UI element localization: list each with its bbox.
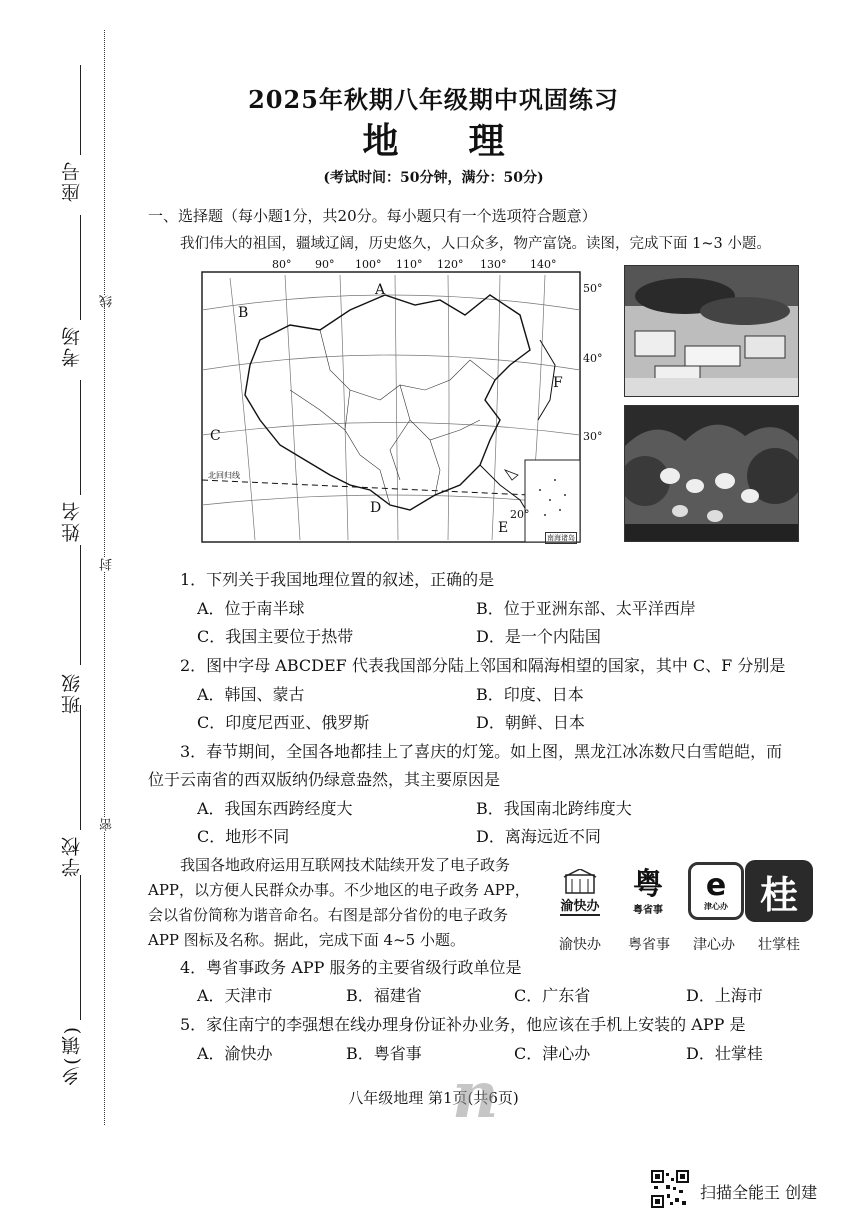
question-1-stem: 1．下列关于我国地理位置的叙述，正确的是	[180, 570, 495, 589]
question-2-option-a[interactable]: A．韩国、蒙古	[197, 685, 305, 704]
question-4-option-c[interactable]: C．广东省	[514, 986, 591, 1005]
lat-label: 40°	[583, 352, 603, 365]
map-letter-a: A	[375, 282, 386, 298]
question-4-stem: 4．粤省事政务 APP 服务的主要省级行政单位是	[180, 958, 522, 977]
lon-label: 80°	[272, 258, 292, 271]
school-underline	[80, 705, 81, 830]
passage-line: 我国各地政府运用互联网技术陆续开发了电子政务	[180, 856, 511, 874]
question-1-option-d[interactable]: D．是一个内陆国	[476, 627, 601, 646]
question-5-option-b[interactable]: B．粤省事	[346, 1044, 422, 1063]
question-5-option-c[interactable]: C．津心办	[514, 1044, 591, 1063]
seal-line-mark: 线	[100, 295, 115, 308]
exam-info: (考试时间：50分钟，满分：50分)	[323, 170, 544, 186]
passage-line: APP 图标及名称。据此，完成下面 4~5 小题。	[148, 931, 465, 949]
question-3-option-b[interactable]: B．我国南北跨纬度大	[476, 799, 632, 818]
map-letter-d: D	[370, 500, 382, 516]
question-4-option-b[interactable]: B．福建省	[346, 986, 422, 1005]
app-name-yueshengshi: 粤省事	[628, 937, 670, 953]
yukuaiban-icon-text: 渝快办	[560, 895, 599, 916]
photo-snowy-heilongjiang	[624, 265, 799, 397]
section-heading: 一、选择题（每小题1分，共20分。每小题只有一个选项符合题意）	[148, 207, 597, 225]
n-watermark-logo: n	[452, 1058, 499, 1133]
question-3-option-c[interactable]: C．地形不同	[197, 827, 290, 846]
question-2-option-c[interactable]: C．印度尼西亚、俄罗斯	[197, 713, 370, 732]
question-1-option-c[interactable]: C．我国主要位于热带	[197, 627, 354, 646]
exam-title: 2025年秋期八年级期中巩固练习	[248, 85, 619, 114]
lon-label: 90°	[315, 258, 335, 271]
lat-label: 30°	[583, 430, 603, 443]
passage-line: APP，以方便人民群众办事。不少地区的电子政务 APP，	[148, 881, 530, 899]
building-icon	[560, 869, 600, 895]
app-name-zhuangzhanggui: 壮掌桂	[758, 937, 800, 953]
map-letter-c: C	[210, 428, 221, 444]
app-name-yukuaiban: 渝快办	[559, 937, 601, 953]
map-letter-f: F	[553, 375, 563, 391]
town-label: 乡(镇)	[61, 1025, 83, 1086]
question-5-option-a[interactable]: A．渝快办	[197, 1044, 273, 1063]
yueshengshi-icon-text: 粤省事	[633, 904, 663, 916]
question-2-stem: 2．图中字母 ABCDEF 代表我国部分陆上邻国和隔海相望的国家，其中 C、F 分别是	[180, 656, 786, 675]
inset-label: 南海诸岛	[547, 534, 575, 542]
room-underline	[80, 215, 81, 320]
question-1-option-b[interactable]: B．位于亚洲东部、太平洋西岸	[476, 599, 696, 618]
question-4-option-a[interactable]: A．天津市	[197, 986, 273, 1005]
question-3-stem: 3．春节期间，全国各地都挂上了喜庆的灯笼。如上图，黑龙江冰冻数尺白雪皑皑，而	[180, 742, 783, 761]
map-letter-e: E	[498, 520, 509, 536]
yueshengshi-app-icon	[618, 862, 678, 922]
name-underline	[80, 380, 81, 495]
lon-label: 120°	[437, 258, 464, 271]
page-footer: 八年级地理 第1页(共6页)	[348, 1089, 519, 1107]
seal-feng-mark: 封	[100, 558, 115, 571]
scanner-watermark: 扫描全能王 创建	[700, 1183, 818, 1202]
qr-svg	[651, 1170, 689, 1208]
snow-photo-svg	[625, 266, 798, 396]
question-2-option-d[interactable]: D．朝鲜、日本	[476, 713, 585, 732]
room-label: 考场	[61, 325, 83, 367]
yue-glyph: 粤	[633, 866, 663, 902]
binding-dotted-line	[104, 30, 105, 1125]
lon-label: 140°	[530, 258, 557, 271]
lon-label: 100°	[355, 258, 382, 271]
name-label: 姓名	[61, 500, 83, 542]
map-svg	[200, 270, 595, 545]
jinxinban-app-icon	[688, 862, 744, 920]
photo-green-xishuangbanna	[624, 405, 799, 542]
gui-glyph: 桂	[759, 871, 798, 917]
zhuangzhanggui-app-icon	[745, 860, 813, 922]
lat-label: 50°	[583, 282, 603, 295]
question-3-stem-continued: 位于云南省的西双版纳仍绿意盎然，其主要原因是	[148, 770, 501, 789]
question-3-option-a[interactable]: A．我国东西跨经度大	[197, 799, 353, 818]
yukuaiban-app-icon	[550, 862, 610, 922]
tropic-label: 北回归线	[208, 471, 240, 480]
lat-label: 20°	[510, 508, 530, 521]
school-label: 学校	[61, 835, 83, 877]
section-intro: 我们伟大的祖国，疆域辽阔，历史悠久，人口众多，物产富饶。读图，完成下面 1~3 小题。	[180, 236, 771, 252]
question-2-option-b[interactable]: B．印度、日本	[476, 685, 584, 704]
class-underline	[80, 545, 81, 665]
china-map	[200, 258, 603, 545]
question-1-option-a[interactable]: A．位于南半球	[197, 599, 305, 618]
question-4-option-d[interactable]: D．上海市	[686, 986, 763, 1005]
lon-label: 110°	[396, 258, 423, 271]
e-glyph: e	[705, 867, 727, 903]
class-label: 班级	[61, 672, 83, 714]
map-letter-b: B	[238, 305, 249, 321]
question-3-option-d[interactable]: D．离海远近不同	[476, 827, 601, 846]
subject-title: 地理	[362, 120, 575, 162]
seat-label: 座号	[61, 160, 83, 202]
app-name-jinxinban: 津心办	[693, 937, 735, 953]
jinxinban-icon-text: 津心办	[704, 900, 728, 911]
question-5-option-d[interactable]: D．壮掌桂	[686, 1044, 763, 1063]
tropical-photo-svg	[625, 406, 798, 541]
qr-code-icon	[651, 1170, 689, 1208]
lon-label: 130°	[480, 258, 507, 271]
passage-line: 会以省份简称为谐音命名。右图是部分省份的电子政务	[148, 906, 509, 924]
town-underline	[80, 875, 81, 1020]
seal-mi-mark: 密	[100, 818, 115, 831]
question-5-stem: 5．家住南宁的李强想在线办理身份证补办业务，他应该在手机上安装的 APP 是	[180, 1015, 746, 1034]
